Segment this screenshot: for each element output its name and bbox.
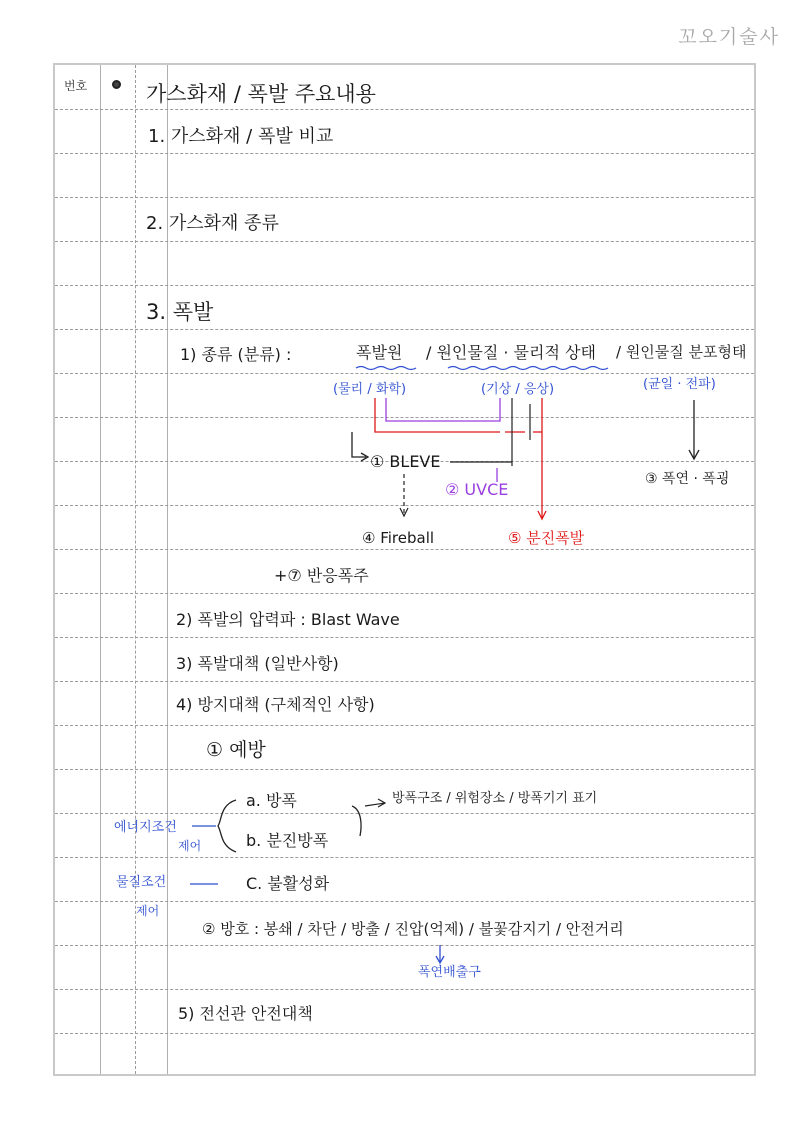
prevention-c: C. 불활성화 (246, 874, 330, 893)
ruled-line (55, 637, 754, 638)
ruled-line (55, 593, 754, 594)
section-3: 3. 폭발 (146, 300, 214, 324)
ruled-line (55, 417, 754, 418)
explosion-proof-note: 방폭구조 / 위험장소 / 방폭기기 표기 (392, 791, 598, 806)
section-1: 1. 가스화재 / 폭발 비교 (148, 126, 334, 147)
page-title: 가스화재 / 폭발 주요내용 (146, 82, 376, 106)
energy-condition-note: 에너지조건 (114, 820, 177, 835)
type-dust-explosion: ⑤ 분진폭발 (508, 529, 585, 547)
item-5: 5) 전선관 안전대책 (178, 1004, 313, 1023)
vent-note: 폭연배출구 (418, 965, 481, 980)
type-bleve: ① BLEVE (370, 452, 441, 471)
prevention-heading: ① 예방 (206, 739, 266, 761)
category-material-state: / 원인물질 · 물리적 상태 (426, 343, 596, 362)
ruled-line (55, 109, 754, 110)
subcategory-uniform-propagation: (균일 · 전파) (643, 377, 716, 392)
type-fireball: ④ Fireball (362, 529, 435, 547)
ruled-line (55, 285, 754, 286)
item-4: 4) 방지대책 (구체적인 사항) (176, 695, 375, 714)
ruled-line (55, 681, 754, 682)
ruled-line (55, 505, 754, 506)
number-column-label: 번호 (64, 79, 88, 93)
prevention-b: b. 분진방폭 (246, 831, 329, 850)
prevention-a: a. 방폭 (246, 791, 297, 810)
subcategory-physical-chemical: (물리 / 화학) (333, 382, 407, 397)
ruled-line (55, 1033, 754, 1034)
item-2: 2) 폭발의 압력파 : Blast Wave (176, 610, 400, 629)
brand-label: 꼬오기술사 (678, 26, 780, 48)
ruled-line (55, 857, 754, 858)
type-uvce: ② UVCE (445, 480, 509, 499)
ruled-line (55, 153, 754, 154)
type-runaway-reaction: +⑦ 반응폭주 (274, 566, 369, 585)
subcategory-gas-condensed: (기상 / 응상) (481, 382, 555, 397)
ruled-line (55, 813, 754, 814)
ruled-line (55, 769, 754, 770)
ruled-line (55, 725, 754, 726)
energy-control-note: 제어 (178, 839, 202, 853)
category-distribution: / 원인물질 분포형태 (616, 343, 747, 361)
ruled-line (55, 241, 754, 242)
type-deflagration-detonation: ③ 폭연 · 폭굉 (645, 471, 730, 487)
section-2: 2. 가스화재 종류 (146, 213, 279, 234)
ruled-line (55, 197, 754, 198)
category-explosion-source: 폭발원 (356, 343, 403, 362)
column-divider (100, 65, 101, 1074)
ruled-line (55, 945, 754, 946)
column-divider (135, 65, 136, 1074)
bullet-icon (112, 80, 121, 89)
ruled-line (55, 989, 754, 990)
material-control-note: 제어 (136, 904, 160, 918)
protection-line: ② 방호 : 봉쇄 / 차단 / 방출 / 진압(억제) / 불꽃감지기 / 안전거리 (202, 920, 624, 938)
ruled-line (55, 901, 754, 902)
item-3: 3) 폭발대책 (일반사항) (176, 654, 339, 673)
material-condition-note: 물질조건 (116, 875, 167, 890)
ruled-line (55, 329, 754, 330)
ruled-line (55, 373, 754, 374)
item-1-label: 1) 종류 (분류) : (180, 345, 292, 364)
ruled-line (55, 549, 754, 550)
